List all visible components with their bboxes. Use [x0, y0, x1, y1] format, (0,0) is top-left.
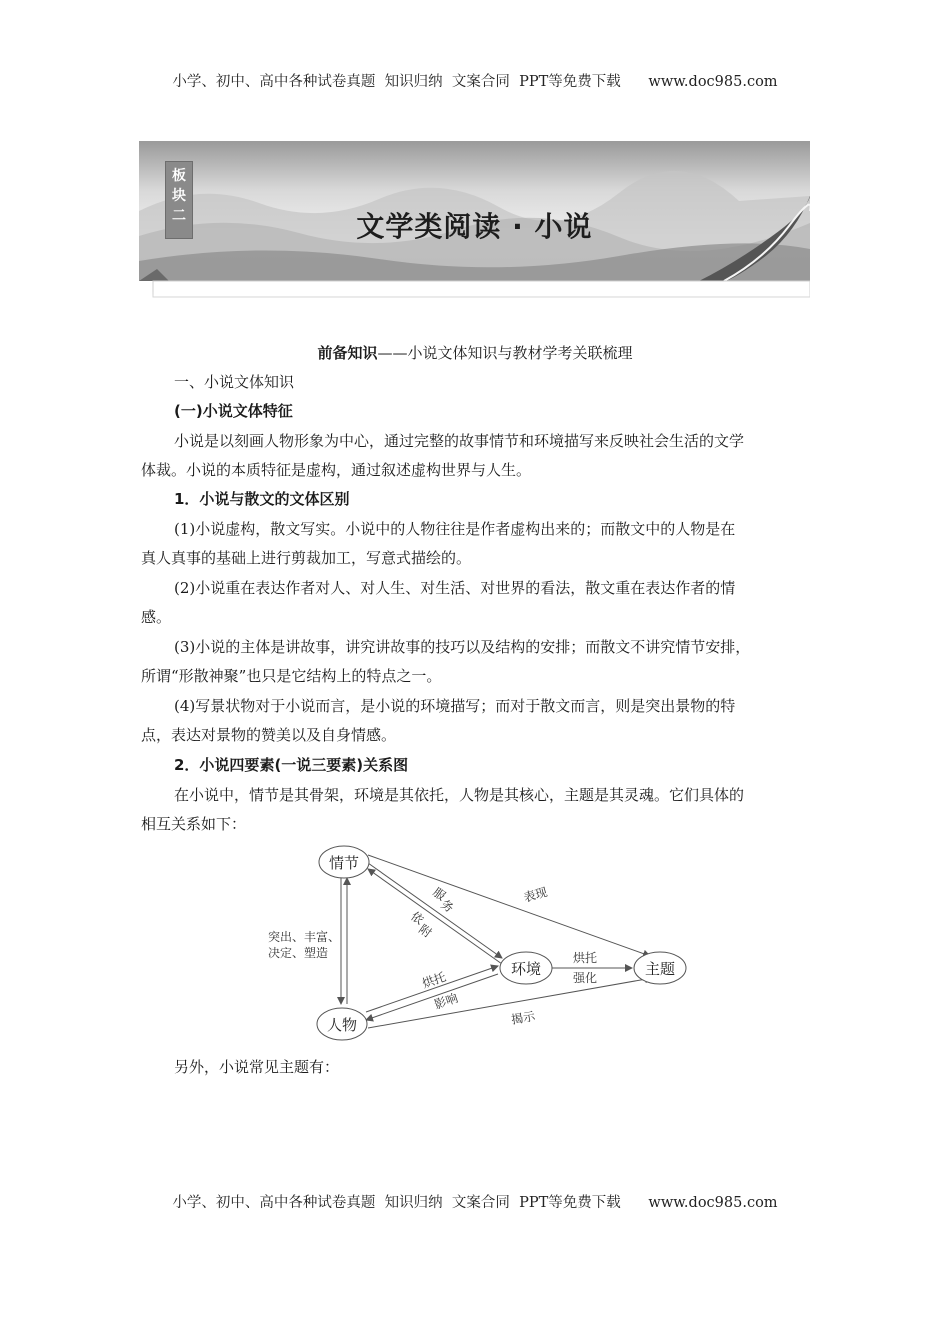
edge-character-theme	[368, 978, 652, 1028]
label-env-theme-2: 强化	[573, 971, 598, 985]
label-serve-2: 务	[438, 896, 457, 916]
label-express: 表现	[521, 884, 549, 905]
heading-2: (一)小说文体特征	[174, 402, 293, 420]
paragraph-line: (1)小说虚构，散文写实。小说中的人物往往是作者虚构出来的；而散文中的人物是在	[174, 520, 736, 538]
label-attach-1: 依	[408, 908, 427, 928]
banner-title: 文学类阅读 · 小说	[356, 210, 593, 243]
node-character-label: 人物	[326, 1016, 358, 1034]
paragraph-line: 体裁。小说的本质特征是虚构，通过叙述虚构世界与人生。	[141, 461, 532, 479]
label-left-1: 突出、丰富、	[268, 930, 341, 944]
paragraph-line: 所谓“形散神聚”也只是它结构上的特点之一。	[141, 667, 442, 685]
label-env-char-up: 烘托	[420, 969, 448, 991]
edge-plot-environment	[368, 863, 502, 958]
paragraph-line: 在小说中，情节是其骨架，环境是其依托，人物是其核心，主题是其灵魂。它们具体的	[174, 786, 745, 804]
banner-tag-char: 块	[172, 188, 186, 204]
banner-tag-char: 板	[172, 168, 186, 184]
paragraph-line: (2)小说重在表达作者对人、对人生、对生活、对世界的看法，散文重在表达作者的情	[174, 579, 736, 597]
label-serve-1: 服	[430, 884, 449, 904]
paragraph-line: (3)小说的主体是讲故事，讲究讲故事的技巧以及结构的安排；而散文不讲究情节安排，	[174, 638, 751, 656]
label-attach-2: 附	[416, 921, 435, 941]
paragraph-line: (4)写景状物对于小说而言，是小说的环境描写；而对于散文而言，则是突出景物的特	[174, 697, 736, 715]
label-env-char-down: 影响	[432, 990, 460, 1012]
paragraph-line: 点，表达对景物的赞美以及自身情感。	[141, 726, 397, 744]
node-environment-label: 环境	[510, 960, 542, 978]
edge-plot-theme	[368, 855, 650, 956]
section-title-rest: ——小说文体知识与教材学考关联梳理	[377, 344, 633, 362]
elements-relationship-diagram	[240, 838, 700, 1048]
section-title	[0, 343, 950, 363]
paragraph-line: 感。	[141, 608, 172, 626]
label-left-2: 决定、塑造	[268, 946, 329, 960]
label-reveal: 揭示	[510, 1008, 537, 1027]
edge-environment-plot	[368, 869, 502, 964]
heading-3: 1．小说与散文的文体区别	[174, 490, 350, 508]
label-env-theme-1: 烘托	[573, 951, 598, 965]
section-banner	[139, 141, 810, 331]
node-plot-label: 情节	[328, 854, 360, 872]
paragraph-line: 另外，小说常见主题有：	[174, 1058, 340, 1076]
paragraph-line: 真人真事的基础上进行剪裁加工，写意式描绘的。	[141, 549, 472, 567]
heading-4: 2．小说四要素(一说三要素)关系图	[174, 756, 409, 774]
node-theme-label: 主题	[644, 960, 676, 978]
page-header: 小学、初中、高中各种试卷真题 知识归纳 文案合同 PPT等免费下载 www.doc985.com	[172, 74, 778, 90]
paragraph-line: 相互关系如下：	[141, 815, 247, 833]
banner-tag-char: 二	[172, 208, 186, 224]
section-title-bold: 前备知识	[317, 344, 378, 362]
paragraph-line: 小说是以刻画人物形象为中心，通过完整的故事情节和环境描写来反映社会生活的文学	[174, 432, 745, 450]
heading-1: 一、小说文体知识	[174, 373, 295, 391]
page-footer: 小学、初中、高中各种试卷真题 知识归纳 文案合同 PPT等免费下载 www.doc985.com	[172, 1195, 778, 1211]
